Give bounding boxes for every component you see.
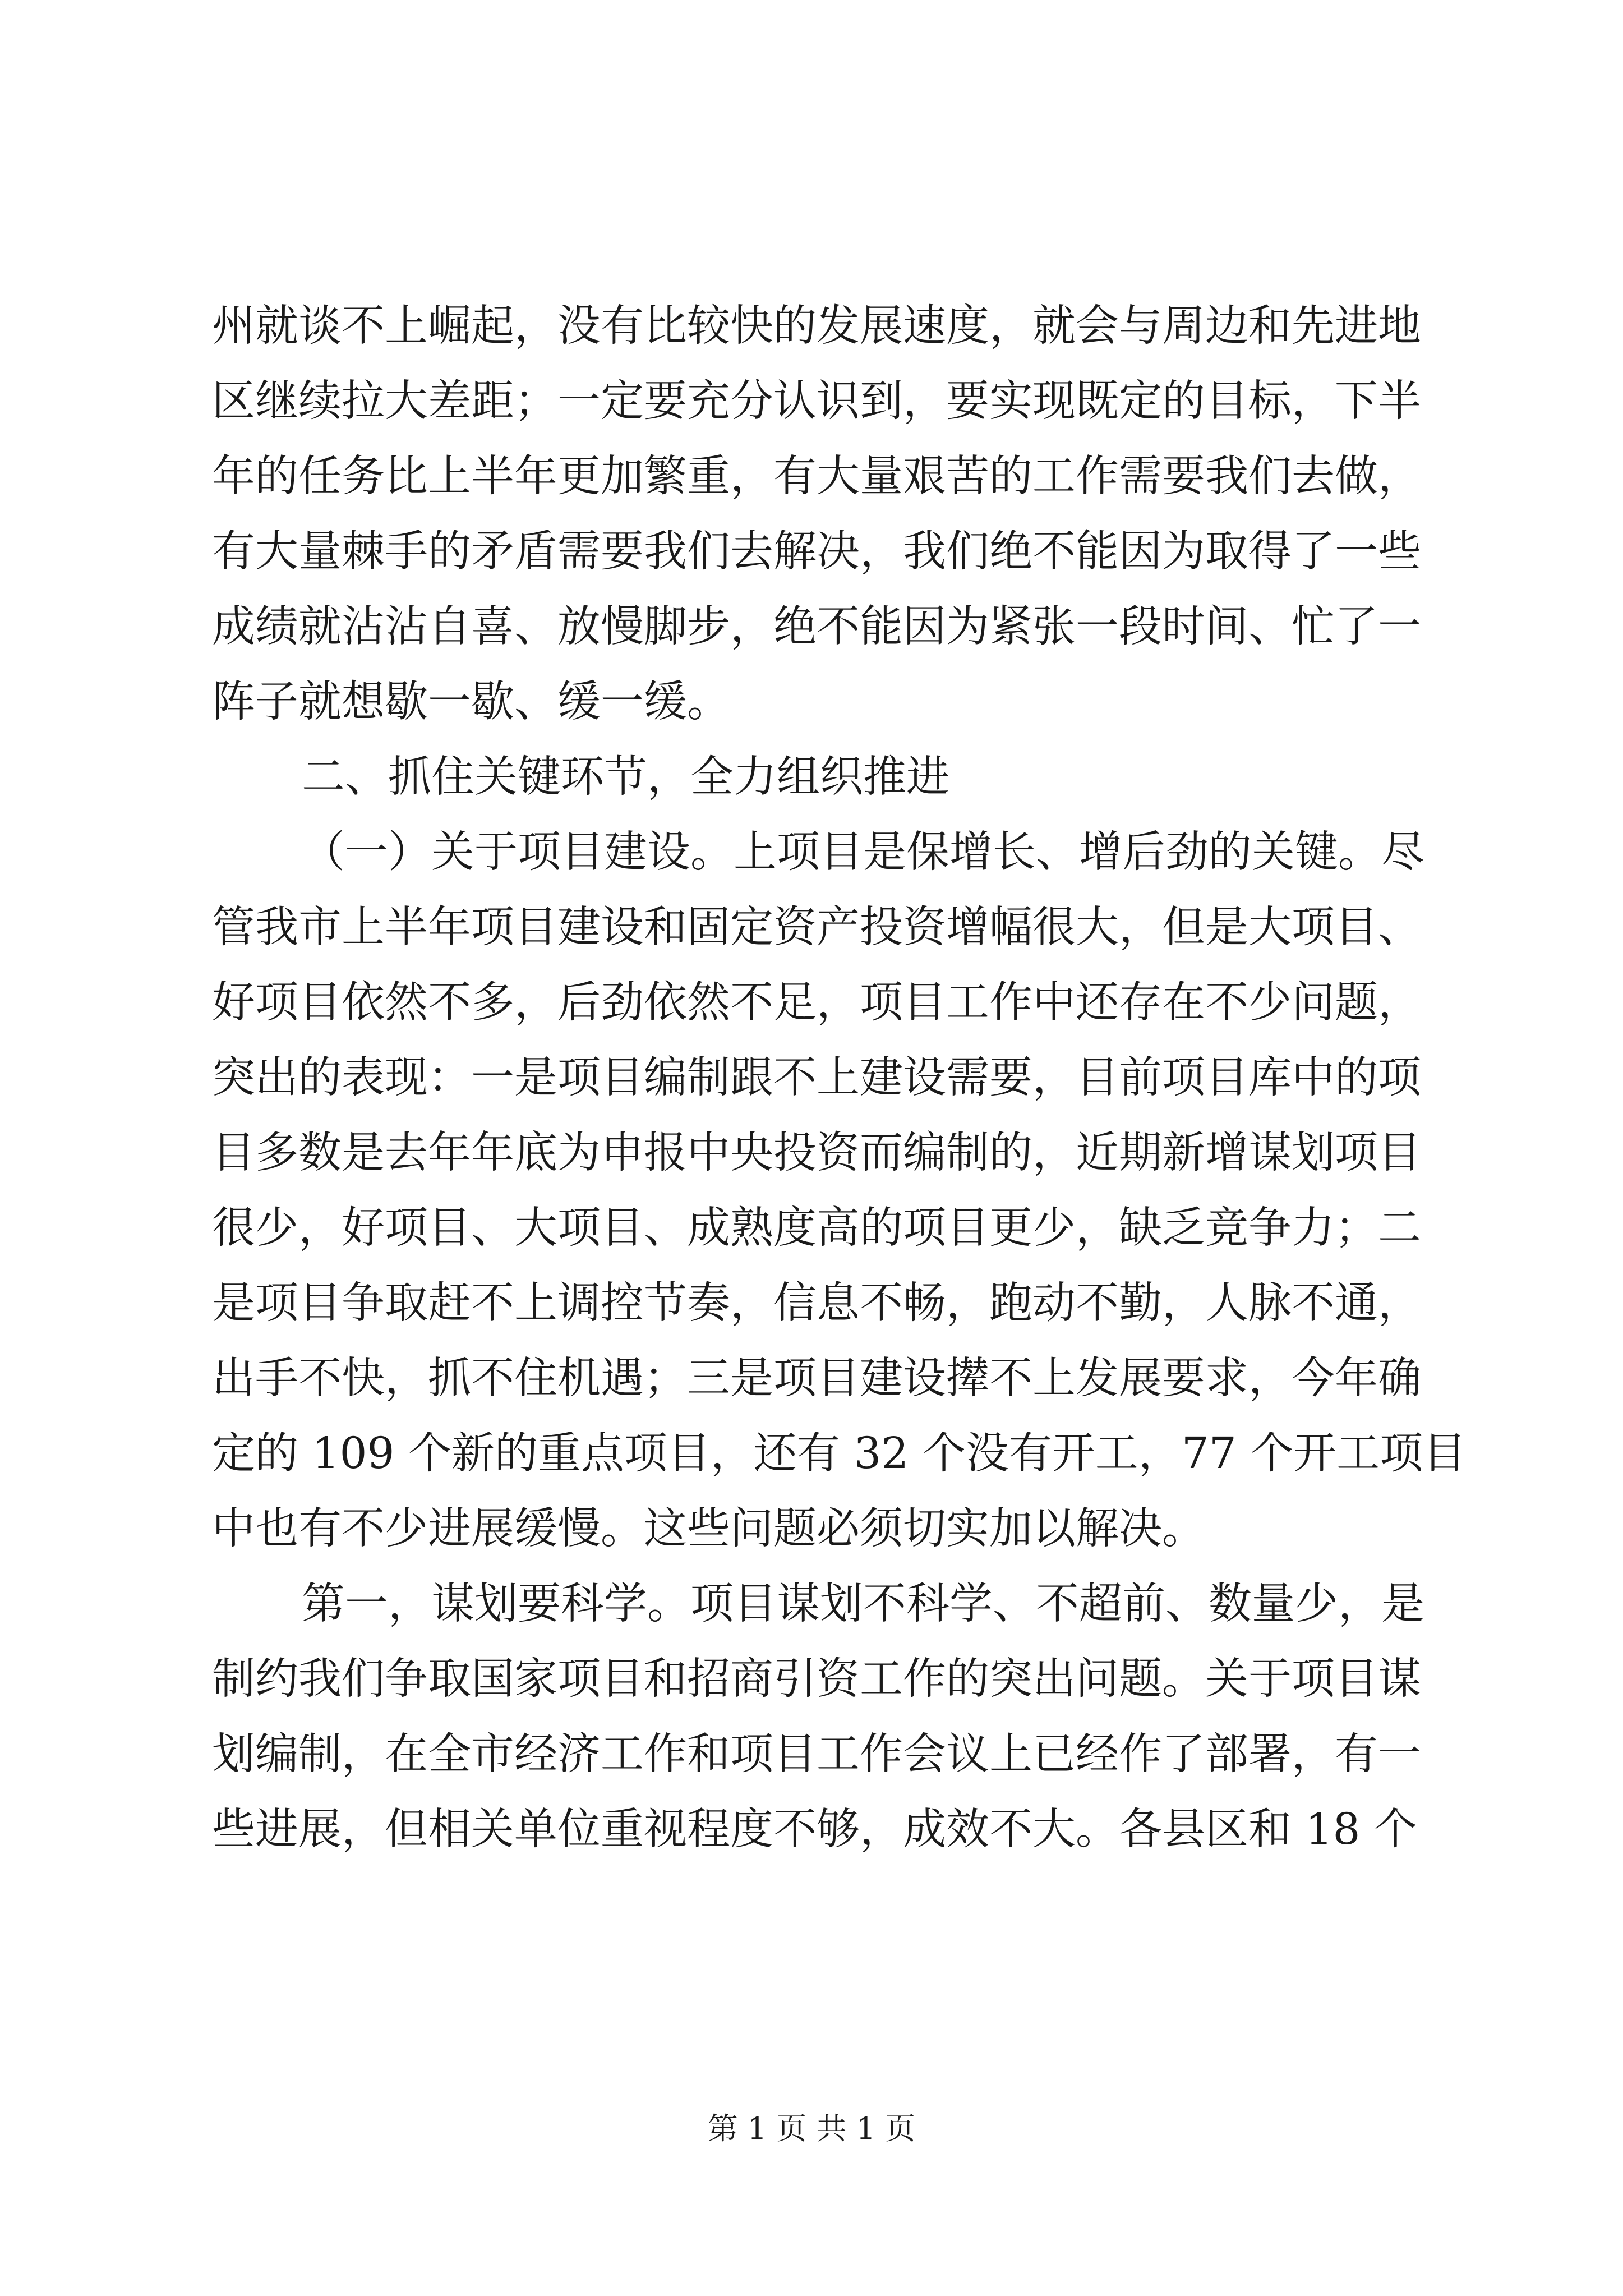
paragraph-start-line: 第一，谋划要科学。项目谋划不科学、不超前、数量少，是: [302, 1579, 1424, 1629]
text-line: 突出的表现：一是项目编制跟不上建设需要，目前项目库中的项: [212, 1053, 1421, 1103]
text-line: 制约我们争取国家项目和招商引资工作的突出问题。关于项目谋: [212, 1654, 1421, 1704]
text-line: 阵子就想歇一歇、缓一缓。: [212, 677, 730, 727]
text-line: 州就谈不上崛起，没有比较快的发展速度，就会与周边和先进地: [212, 301, 1421, 351]
text-line: 好项目依然不多，后劲依然不足，项目工作中还存在不少问题，: [212, 978, 1421, 1028]
text-line: 中也有不少进展缓慢。这些问题必须切实加以解决。: [212, 1504, 1205, 1554]
text-line: 划编制，在全市经济工作和项目工作会议上已经作了部署，有一: [212, 1729, 1421, 1779]
text-line: 很少，好项目、大项目、成熟度高的项目更少，缺乏竞争力；二: [212, 1203, 1421, 1253]
section-heading: 二、抓住关键环节，全力组织推进: [302, 752, 949, 802]
text-line: 年的任务比上半年更加繁重，有大量艰苦的工作需要我们去做，: [212, 452, 1421, 501]
text-line: 管我市上半年项目建设和固定资产投资增幅很大，但是大项目、: [212, 903, 1421, 953]
text-line: 成绩就沾沾自喜、放慢脚步，绝不能因为紧张一段时间、忙了一: [212, 602, 1421, 652]
document-body: [212, 289, 1467, 1867]
text-line: 区继续拉大差距；一定要充分认识到，要实现既定的目标，下半: [212, 376, 1421, 426]
text-line: 定的 109 个新的重点项目，还有 32 个没有开工，77 个开工项目: [212, 1429, 1467, 1479]
text-line: 些进展，但相关单位重视程度不够，成效不大。各县区和 18 个: [212, 1805, 1417, 1855]
text-line: 目多数是去年年底为申报中央投资而编制的，近期新增谋划项目: [212, 1128, 1421, 1178]
text-line: 有大量棘手的矛盾需要我们去解决，我们绝不能因为取得了一些: [212, 527, 1421, 577]
page-footer: 第 1 页 共 1 页: [707, 2111, 916, 2146]
subsection-heading-line: （一）关于项目建设。上项目是保增长、增后劲的关键。尽: [302, 827, 1424, 877]
text-line: 是项目争取赶不上调控节奏，信息不畅，跑动不勤，人脉不通，: [212, 1278, 1421, 1328]
text-line: 出手不快，抓不住机遇；三是项目建设撵不上发展要求，今年确: [212, 1354, 1421, 1404]
